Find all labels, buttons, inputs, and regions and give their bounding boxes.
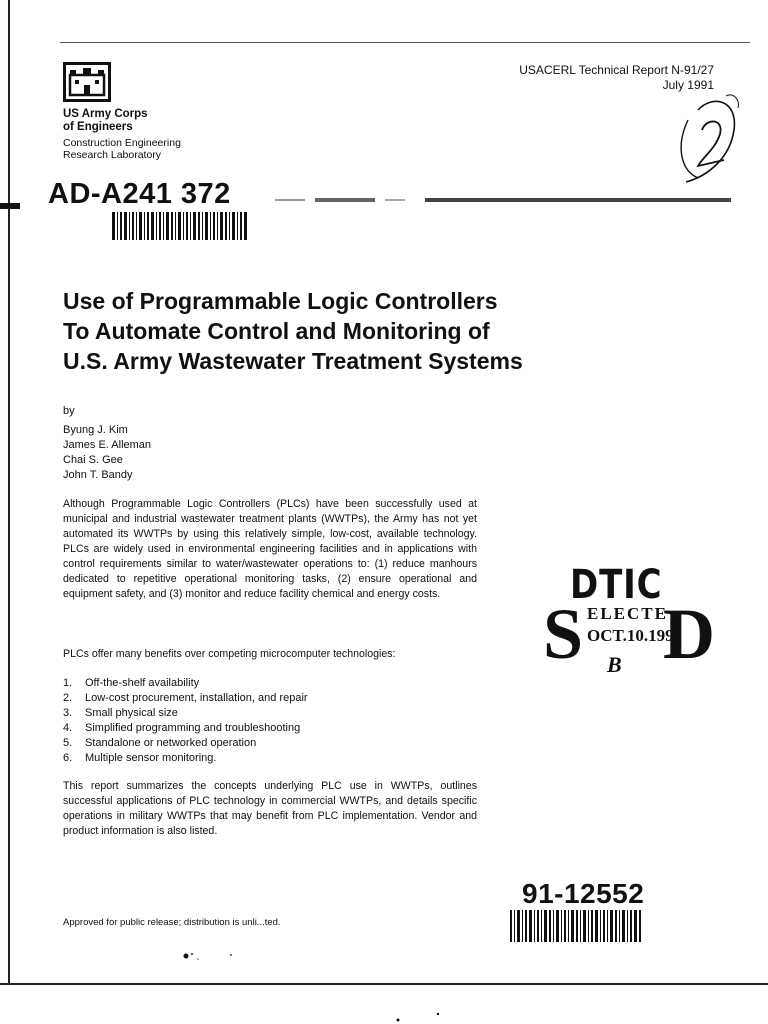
author: John T. Bandy	[63, 469, 133, 481]
abstract-paragraph-1: Although Programmable Logic Controllers (PLCs) have been successfully used at municipal and industrial wastewater treatment plants (WWTPs), the Army has not yet automated its WWTPs by using this relatively simple, low-cost, available technology. PLCs are widely used in environmental engineering facilities and in applications with control requirements similar to water/wastewater operations to: (1) reduce manhours dedicated to repetitive operational monitoring tasks, (2) ensure operational and equipment safety, and (3) monitor and reduce facility chemical and energy costs.	[63, 498, 477, 600]
laboratory-name	[63, 137, 263, 161]
title-line2: To Automate Control and Monitoring of	[63, 318, 490, 344]
report-identifier	[414, 63, 714, 93]
list-item	[63, 751, 308, 766]
abstract-paragraph-2: PLCs offer many benefits over competing microcomputer technologies:	[63, 648, 396, 660]
page-border-bottom	[0, 983, 768, 985]
top-rule	[60, 42, 750, 43]
abstract-paragraph-3: This report summarizes the concepts underlying PLC use in WWTPs, outlines successful applications of PLC technology in commercial WWTPs, and details specific operations in military WWTPs that may benefit from PLC implementation. Vendor and product information is also listed.	[63, 780, 477, 837]
list-item	[63, 721, 308, 736]
corps-castle-logo	[63, 62, 111, 102]
dtic-stamp-date: OCT.10.1991	[587, 626, 683, 645]
document-barcode	[510, 910, 642, 942]
report-date: July 1991	[662, 78, 714, 92]
dtic-stamp-d: D	[663, 594, 715, 674]
author: Chai S. Gee	[63, 454, 123, 466]
lab-line1: Construction Engineering	[63, 137, 181, 149]
scan-smear-line	[275, 196, 731, 204]
list-item-text: Multiple sensor monitoring.	[85, 752, 217, 764]
scan-specks	[176, 946, 246, 966]
report-title	[63, 286, 703, 376]
list-item-number: 1.	[63, 677, 73, 689]
page-border-left	[8, 0, 10, 985]
title-line1: Use of Programmable Logic Controllers	[63, 288, 498, 314]
list-item	[63, 676, 308, 691]
list-item-text: Low-cost procurement, installation, and repair	[85, 692, 308, 704]
dtic-stamp-electe: ELECTE	[587, 604, 668, 623]
list-item-number: 2.	[63, 692, 73, 704]
organization-name	[63, 108, 243, 134]
approval-statement: Approved for public release; distribution is unli...ted.	[63, 917, 281, 928]
document-number: 91-12552	[522, 878, 645, 909]
lab-line2: Research Laboratory	[63, 149, 162, 161]
org-name-line1: US Army Corps	[63, 108, 148, 120]
list-item-number: 3.	[63, 707, 73, 719]
report-number: USACERL Technical Report N-91/27	[519, 63, 714, 77]
list-item-number: 4.	[63, 722, 73, 734]
byline-label: by	[63, 405, 75, 417]
dtic-stamp-b: B	[607, 652, 622, 677]
benefits-list	[63, 676, 308, 766]
list-item-text: Off-the-shelf availability	[85, 677, 200, 689]
author-list	[63, 423, 151, 483]
handwritten-copy-number	[668, 90, 742, 186]
author: James E. Alleman	[63, 439, 152, 451]
author: Byung J. Kim	[63, 424, 128, 436]
dtic-stamp-s: S	[543, 594, 584, 674]
edge-mark	[0, 203, 20, 209]
org-name-line2: of Engineers	[63, 121, 133, 133]
dtic-heading: DTIC	[570, 562, 663, 608]
list-item	[63, 736, 308, 751]
title-line3: U.S. Army Wastewater Treatment Systems	[63, 348, 523, 374]
list-item	[63, 706, 308, 721]
list-item-number: 5.	[63, 737, 73, 749]
list-item	[63, 691, 308, 706]
list-item-text: Simplified programming and troubleshooting	[85, 722, 301, 734]
list-item-text: Standalone or networked operation	[85, 737, 257, 749]
accession-number: AD-A241 372	[48, 178, 231, 210]
scan-specks-bottom	[390, 1010, 450, 1024]
accession-barcode	[112, 212, 248, 240]
list-item-text: Small physical size	[85, 707, 178, 719]
list-item-number: 6.	[63, 752, 73, 764]
